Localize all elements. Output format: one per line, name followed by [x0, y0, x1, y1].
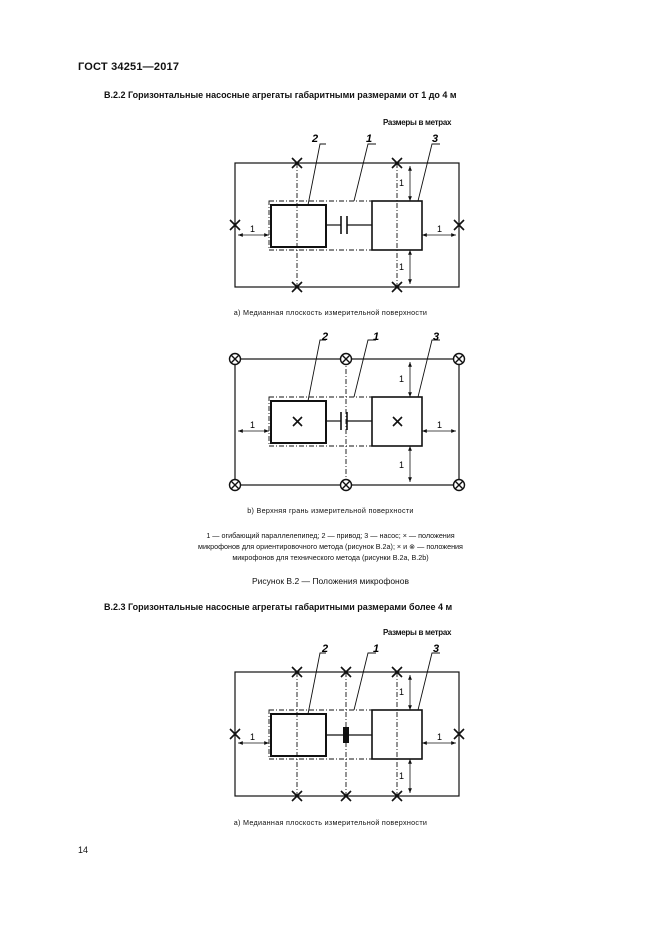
callout-1: 1	[373, 331, 380, 343]
units-note-b22: Размеры в метрах	[383, 118, 452, 127]
figure-legend	[150, 530, 511, 563]
section-title-b22: В.2.2 Горизонтальные насосные агрегаты габаритными размерами от 1 до 4 м	[104, 90, 457, 100]
callout-1: 1	[373, 643, 380, 655]
figure-a2-median-plane	[0, 640, 661, 810]
callout-1: 1	[366, 133, 373, 145]
dim-top-label: 1	[399, 374, 405, 384]
figure-a-median-plane	[0, 130, 661, 305]
callout-3: 3	[433, 331, 440, 343]
dim-bottom-label: 1	[399, 460, 405, 470]
dim-left-label: 1	[250, 732, 256, 742]
dim-right-label: 1	[437, 732, 443, 742]
dim-top-label: 1	[399, 178, 405, 188]
figure-b-caption: b) Верхняя грань измерительной поверхности	[247, 506, 414, 515]
drive-box	[271, 714, 326, 756]
legend-line-3: микрофонов для технического метода (рисунки В.2а, В.2b)	[232, 553, 429, 562]
dim-left-label: 1	[250, 224, 256, 234]
figure-a2-caption: а) Медианная плоскость измерительной поверхности	[233, 818, 428, 827]
dim-top-label: 1	[399, 687, 405, 697]
page-number: 14	[78, 845, 89, 855]
figure-b-top-face	[0, 330, 661, 500]
legend-line-1: 1 — огибающий параллелепипед; 2 — привод; 3 — насос; × — положения	[206, 531, 455, 540]
legend-line-2: микрофонов для ориентировочного метода (рисунок В.2а); × и ⊗ — положения	[198, 542, 463, 551]
callout-2: 2	[322, 643, 329, 655]
section-title-b23: В.2.3 Горизонтальные насосные агрегаты габаритными размерами более 4 м	[104, 602, 453, 612]
figure-a-caption: а) Медианная плоскость измерительной поверхности	[233, 308, 428, 317]
dim-bottom-label: 1	[399, 771, 405, 781]
dim-right-label: 1	[437, 420, 443, 430]
drive-box	[271, 205, 326, 247]
callout-2: 2	[322, 331, 329, 343]
callout-3: 3	[433, 643, 440, 655]
envelope-box	[269, 397, 422, 446]
document-header: ГОСТ 34251—2017	[78, 61, 180, 73]
envelope-box	[269, 201, 422, 250]
callout-2: 2	[312, 133, 319, 145]
dim-left-label: 1	[250, 420, 256, 430]
units-note-b23: Размеры в метрах	[383, 628, 452, 637]
figure-caption: Рисунок В.2 — Положения микрофонов	[252, 576, 409, 586]
dim-bottom-label: 1	[399, 262, 405, 272]
callout-3: 3	[432, 133, 439, 145]
dim-right-label: 1	[437, 224, 443, 234]
